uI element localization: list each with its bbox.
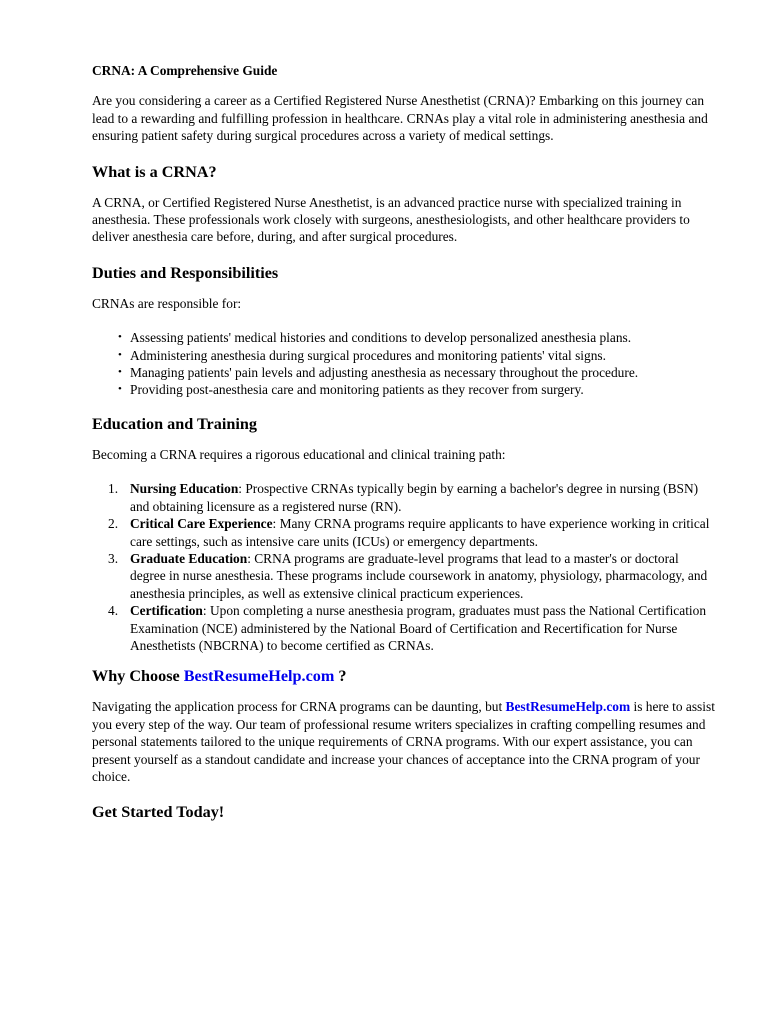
heading-education: Education and Training — [92, 414, 257, 433]
education-list — [92, 480, 716, 654]
why-body-pre: Navigating the application process for CRNA programs can be daunting, but — [92, 699, 506, 715]
heading-what-is-crna: What is a CRNA? — [92, 162, 217, 181]
list-item — [108, 550, 716, 602]
what-is-crna-paragraph: A CRNA, or Certified Registered Nurse Anesthetist, is an advanced practice nurse with specialized training in anesthesia. These professionals work closely with surgeons, anesthesiologists, and other healthcare providers to deliver anesthesia care before, during, and after surgical procedures. — [92, 194, 690, 245]
duties-list — [92, 329, 716, 399]
heading-why-pre: Why Choose — [92, 667, 184, 686]
heading-get-started: Get Started Today! — [92, 803, 225, 822]
list-number: 2. — [108, 516, 119, 532]
list-item-text: Assessing patients' medical histories and conditions to develop personalized anesthesia plans. — [130, 330, 632, 346]
list-item-text: Administering anesthesia during surgical procedures and monitoring patients' vital signs. — [130, 347, 606, 363]
list-item — [118, 381, 716, 398]
list-item-text: : Prospective CRNAs typically begin by earning a bachelor's degree in nursing (BSN) and obtaining licensure as a registered nurse (RN). — [130, 481, 699, 514]
list-item — [108, 480, 716, 515]
bullet-icon: • — [118, 348, 122, 361]
list-item — [108, 515, 716, 550]
list-number: 4. — [108, 603, 119, 619]
list-item-text: Providing post-anesthesia care and monitoring patients as they recover from surgery. — [130, 382, 584, 398]
list-item-text: : Upon completing a nurse anesthesia program, graduates must pass the National Certification Examination (NCE) administered by the National Board of Certification and Recertification for Nurse Anesthetists (NBCRNA) to become certified as CRNAs. — [130, 603, 707, 653]
list-item-term: Graduate Education — [130, 550, 248, 566]
why-body-post: is here to assist you every step of the way. Our team of professional resume writers specializes in crafting compelling resumes and personal statements tailored to the unique requirements of CRNA programs. With our expert assistance, you can present yourself as a standout candidate and increase your chances of acceptance into the CRNA program of your choice. — [92, 699, 715, 784]
bullet-icon: • — [118, 366, 122, 379]
bullet-icon: • — [118, 331, 122, 344]
document-title: CRNA: A Comprehensive Guide — [92, 63, 278, 78]
list-item — [118, 347, 716, 364]
list-item — [118, 364, 716, 381]
list-number: 3. — [108, 550, 119, 566]
bullet-icon: • — [118, 383, 122, 396]
heading-why-post: ? — [334, 667, 347, 686]
list-item-term: Certification — [130, 603, 203, 619]
list-item — [118, 329, 716, 346]
bestresumehelp-body-link[interactable]: BestResumeHelp.com — [505, 699, 631, 715]
education-intro: Becoming a CRNA requires a rigorous educational and clinical training path: — [92, 446, 506, 462]
why-choose-paragraph — [92, 698, 716, 785]
list-number: 1. — [108, 481, 119, 497]
list-item-term: Critical Care Experience — [130, 516, 273, 532]
list-item-text: : Many CRNA programs require applicants to have experience working in critical care settings, such as intensive care units (ICUs) or emergency departments. — [130, 516, 710, 549]
duties-intro: CRNAs are responsible for: — [92, 295, 242, 311]
bestresumehelp-heading-link[interactable]: BestResumeHelp.com — [183, 667, 335, 686]
heading-why-choose — [92, 666, 716, 686]
list-item-text: Managing patients' pain levels and adjusting anesthesia as necessary throughout the procedure. — [130, 365, 639, 381]
list-item-text: : CRNA programs are graduate-level programs that lead to a master's or doctoral degree in nurse anesthesia. These programs include coursework in anatomy, physiology, pharmacology, and anesthesia principles, as well as extensive clinical practicum experiences. — [130, 550, 708, 601]
intro-paragraph: Are you considering a career as a Certified Registered Nurse Anesthetist (CRNA)? Embarking on this journey can lead to a rewarding and fulfilling profession in healthcare. CRNAs play a vital role in administering anesthesia and ensuring patient safety during surgical procedures across a variety of medical settings. — [92, 93, 708, 144]
list-item-term: Nursing Education — [130, 481, 239, 497]
heading-duties: Duties and Responsibilities — [92, 263, 279, 282]
list-item — [108, 602, 716, 654]
